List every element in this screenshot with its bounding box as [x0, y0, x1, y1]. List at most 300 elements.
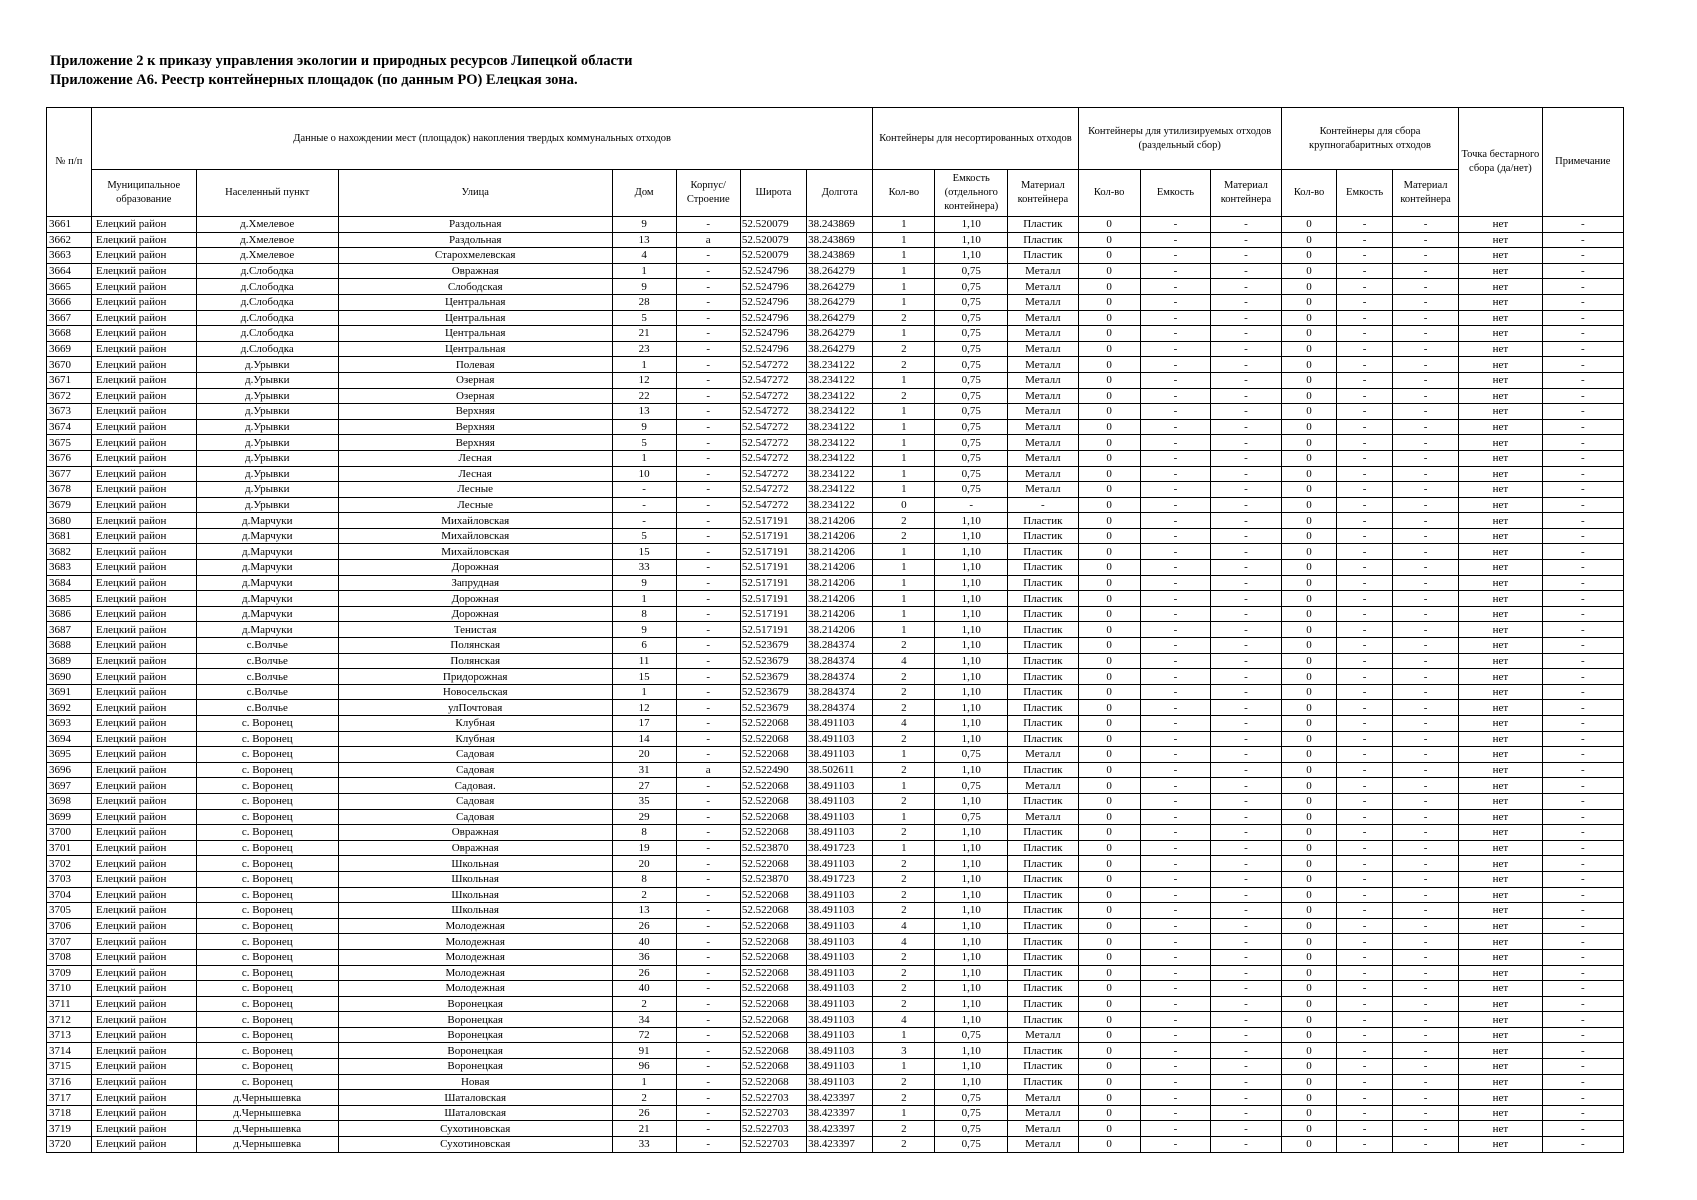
cell-bulky-material: -: [1392, 825, 1458, 841]
cell-lat: 52.517191: [740, 591, 806, 607]
cell-lat: 52.524796: [740, 294, 806, 310]
cell-num: 3690: [47, 669, 92, 685]
cell-unsorted-capacity: 1,10: [935, 669, 1008, 685]
cell-bulky-material: -: [1392, 638, 1458, 654]
table-row: [47, 965, 1624, 981]
cell-recycle-material: -: [1211, 918, 1282, 934]
cell-note: -: [1542, 466, 1623, 482]
cell-lat: 52.522068: [740, 716, 806, 732]
cell-settlement: д.Урывки: [196, 372, 338, 388]
cell-unsorted-capacity: 1,10: [935, 762, 1008, 778]
cell-recycle-capacity: -: [1140, 372, 1211, 388]
cell-street: Садовая.: [338, 778, 612, 794]
cell-bulky-material: -: [1392, 435, 1458, 451]
cell-bulky-capacity: -: [1337, 762, 1393, 778]
cell-house: 2: [612, 996, 676, 1012]
cell-lon: 38.234122: [807, 404, 873, 420]
cell-recycle-qty: 0: [1078, 1121, 1140, 1137]
cell-unsorted-capacity: 1,10: [935, 513, 1008, 529]
table-row: [47, 544, 1624, 560]
cell-house: 34: [612, 1012, 676, 1028]
cell-municipality: Елецкий район: [91, 762, 196, 778]
cell-municipality: Елецкий район: [91, 279, 196, 295]
cell-building: -: [676, 903, 740, 919]
cell-settlement: д.Урывки: [196, 357, 338, 373]
cell-recycle-capacity: -: [1140, 560, 1211, 576]
cell-bagless: нет: [1459, 263, 1542, 279]
cell-street: Садовая: [338, 762, 612, 778]
cell-unsorted-qty: 1: [873, 232, 935, 248]
cell-bulky-capacity: -: [1337, 1059, 1393, 1075]
cell-recycle-qty: 0: [1078, 497, 1140, 513]
cell-lat: 52.517191: [740, 606, 806, 622]
cell-bulky-material: -: [1392, 497, 1458, 513]
cell-unsorted-qty: 1: [873, 606, 935, 622]
cell-municipality: Елецкий район: [91, 871, 196, 887]
cell-unsorted-capacity: 0,75: [935, 404, 1008, 420]
cell-unsorted-material: Пластик: [1008, 544, 1079, 560]
cell-settlement: д.Марчуки: [196, 606, 338, 622]
cell-municipality: Елецкий район: [91, 372, 196, 388]
cell-lon: 38.234122: [807, 497, 873, 513]
cell-settlement: с. Воронец: [196, 903, 338, 919]
cell-recycle-qty: 0: [1078, 513, 1140, 529]
cell-bulky-qty: 0: [1281, 326, 1337, 342]
table-row: [47, 684, 1624, 700]
cell-unsorted-capacity: 1,10: [935, 996, 1008, 1012]
cell-lat: 52.547272: [740, 435, 806, 451]
cell-unsorted-qty: 2: [873, 528, 935, 544]
cell-recycle-material: -: [1211, 419, 1282, 435]
cell-bulky-material: -: [1392, 248, 1458, 264]
header-recycle-capacity: Емкость: [1140, 170, 1211, 217]
cell-municipality: Елецкий район: [91, 263, 196, 279]
cell-lat: 52.522068: [740, 1027, 806, 1043]
cell-lon: 38.423397: [807, 1137, 873, 1153]
cell-lon: 38.491103: [807, 825, 873, 841]
table-row: [47, 575, 1624, 591]
cell-note: -: [1542, 840, 1623, 856]
cell-street: Школьная: [338, 903, 612, 919]
cell-house: 31: [612, 762, 676, 778]
cell-bulky-material: -: [1392, 404, 1458, 420]
cell-street: Лесные: [338, 482, 612, 498]
cell-settlement: д.Урывки: [196, 435, 338, 451]
cell-unsorted-material: Металл: [1008, 326, 1079, 342]
cell-note: -: [1542, 248, 1623, 264]
cell-unsorted-material: Пластик: [1008, 965, 1079, 981]
cell-unsorted-material: Пластик: [1008, 248, 1079, 264]
cell-lon: 38.243869: [807, 248, 873, 264]
cell-house: 11: [612, 653, 676, 669]
cell-lon: 38.243869: [807, 232, 873, 248]
cell-lon: 38.264279: [807, 310, 873, 326]
cell-building: -: [676, 326, 740, 342]
cell-recycle-material: -: [1211, 856, 1282, 872]
cell-settlement: д.Слободка: [196, 263, 338, 279]
cell-unsorted-capacity: 0,75: [935, 466, 1008, 482]
cell-building: -: [676, 482, 740, 498]
cell-unsorted-capacity: 1,10: [935, 622, 1008, 638]
cell-bulky-qty: 0: [1281, 497, 1337, 513]
cell-unsorted-qty: 2: [873, 700, 935, 716]
cell-municipality: Елецкий район: [91, 326, 196, 342]
cell-bulky-material: -: [1392, 653, 1458, 669]
cell-num: 3668: [47, 326, 92, 342]
title-line-2: Приложение А6. Реестр контейнерных площадок (по данным РО) Елецкая зона.: [50, 72, 578, 88]
cell-house: 20: [612, 747, 676, 763]
cell-unsorted-qty: 2: [873, 1121, 935, 1137]
cell-unsorted-qty: 2: [873, 949, 935, 965]
cell-settlement: с. Воронец: [196, 1074, 338, 1090]
cell-house: 10: [612, 466, 676, 482]
cell-lat: 52.522068: [740, 747, 806, 763]
cell-lat: 52.522068: [740, 996, 806, 1012]
cell-unsorted-qty: 1: [873, 263, 935, 279]
cell-recycle-material: -: [1211, 1090, 1282, 1106]
cell-settlement: д.Марчуки: [196, 575, 338, 591]
table-row: [47, 840, 1624, 856]
cell-recycle-capacity: -: [1140, 232, 1211, 248]
cell-lat: 52.522490: [740, 762, 806, 778]
cell-bagless: нет: [1459, 871, 1542, 887]
cell-recycle-qty: 0: [1078, 544, 1140, 560]
cell-unsorted-qty: 1: [873, 435, 935, 451]
cell-recycle-material: -: [1211, 217, 1282, 233]
cell-bagless: нет: [1459, 825, 1542, 841]
cell-bulky-material: -: [1392, 731, 1458, 747]
cell-recycle-material: -: [1211, 996, 1282, 1012]
cell-note: -: [1542, 856, 1623, 872]
cell-street: Садовая: [338, 809, 612, 825]
cell-municipality: Елецкий район: [91, 419, 196, 435]
cell-unsorted-capacity: 1,10: [935, 825, 1008, 841]
cell-unsorted-material: Металл: [1008, 450, 1079, 466]
cell-unsorted-material: Металл: [1008, 1090, 1079, 1106]
header-num: № п/п: [47, 108, 92, 217]
cell-settlement: с.Волчье: [196, 700, 338, 716]
cell-unsorted-capacity: 1,10: [935, 591, 1008, 607]
cell-recycle-qty: 0: [1078, 217, 1140, 233]
cell-bulky-capacity: -: [1337, 700, 1393, 716]
cell-municipality: Елецкий район: [91, 903, 196, 919]
cell-lat: 52.547272: [740, 450, 806, 466]
table-header: [47, 108, 1624, 217]
cell-building: -: [676, 731, 740, 747]
cell-recycle-material: -: [1211, 544, 1282, 560]
cell-bulky-capacity: -: [1337, 560, 1393, 576]
cell-unsorted-material: Металл: [1008, 310, 1079, 326]
cell-house: -: [612, 482, 676, 498]
header-recycle-group: Контейнеры для утилизируемых отходов (раздельный сбор): [1078, 108, 1281, 170]
cell-num: 3702: [47, 856, 92, 872]
cell-street: Шаталовская: [338, 1090, 612, 1106]
cell-unsorted-qty: 1: [873, 217, 935, 233]
cell-unsorted-capacity: 0,75: [935, 341, 1008, 357]
cell-bulky-capacity: -: [1337, 450, 1393, 466]
cell-num: 3680: [47, 513, 92, 529]
cell-num: 3708: [47, 949, 92, 965]
cell-settlement: д.Слободка: [196, 279, 338, 295]
cell-bagless: нет: [1459, 762, 1542, 778]
cell-recycle-material: -: [1211, 591, 1282, 607]
cell-bagless: нет: [1459, 903, 1542, 919]
cell-house: 21: [612, 326, 676, 342]
cell-unsorted-material: Металл: [1008, 1027, 1079, 1043]
cell-house: 17: [612, 716, 676, 732]
cell-lon: 38.284374: [807, 638, 873, 654]
cell-bagless: нет: [1459, 326, 1542, 342]
cell-bagless: нет: [1459, 606, 1542, 622]
cell-street: Михайловская: [338, 544, 612, 560]
cell-lat: 52.522703: [740, 1090, 806, 1106]
cell-lat: 52.517191: [740, 560, 806, 576]
cell-street: Дорожная: [338, 560, 612, 576]
cell-bulky-qty: 0: [1281, 248, 1337, 264]
cell-recycle-capacity: -: [1140, 591, 1211, 607]
table-row: [47, 949, 1624, 965]
cell-unsorted-material: Пластик: [1008, 918, 1079, 934]
cell-settlement: д.Марчуки: [196, 544, 338, 560]
table-row: [47, 466, 1624, 482]
cell-settlement: д.Слободка: [196, 341, 338, 357]
cell-num: 3693: [47, 716, 92, 732]
table-row: [47, 700, 1624, 716]
cell-num: 3714: [47, 1043, 92, 1059]
cell-recycle-capacity: -: [1140, 949, 1211, 965]
cell-num: 3673: [47, 404, 92, 420]
cell-unsorted-qty: 1: [873, 1059, 935, 1075]
cell-bulky-capacity: -: [1337, 435, 1393, 451]
cell-building: -: [676, 560, 740, 576]
cell-house: 27: [612, 778, 676, 794]
cell-recycle-qty: 0: [1078, 887, 1140, 903]
cell-num: 3718: [47, 1105, 92, 1121]
cell-recycle-material: -: [1211, 232, 1282, 248]
cell-bulky-material: -: [1392, 279, 1458, 295]
cell-bulky-capacity: -: [1337, 825, 1393, 841]
header-house: Дом: [612, 170, 676, 217]
cell-bulky-capacity: -: [1337, 294, 1393, 310]
cell-note: -: [1542, 528, 1623, 544]
cell-bulky-qty: 0: [1281, 622, 1337, 638]
cell-house: 13: [612, 232, 676, 248]
cell-bulky-material: -: [1392, 388, 1458, 404]
cell-unsorted-material: Металл: [1008, 404, 1079, 420]
cell-settlement: с.Волчье: [196, 653, 338, 669]
cell-bulky-qty: 0: [1281, 294, 1337, 310]
cell-lon: 38.214206: [807, 528, 873, 544]
cell-unsorted-qty: 4: [873, 716, 935, 732]
cell-bulky-capacity: -: [1337, 747, 1393, 763]
cell-settlement: с. Воронец: [196, 887, 338, 903]
cell-street: Полянская: [338, 653, 612, 669]
cell-recycle-material: -: [1211, 326, 1282, 342]
cell-recycle-qty: 0: [1078, 934, 1140, 950]
table-row: [47, 1121, 1624, 1137]
cell-bagless: нет: [1459, 949, 1542, 965]
cell-recycle-capacity: -: [1140, 762, 1211, 778]
cell-bagless: нет: [1459, 466, 1542, 482]
cell-street: Старохмелевская: [338, 248, 612, 264]
cell-recycle-capacity: -: [1140, 700, 1211, 716]
cell-recycle-material: -: [1211, 435, 1282, 451]
cell-lat: 52.522068: [740, 918, 806, 934]
cell-unsorted-material: Пластик: [1008, 1012, 1079, 1028]
cell-unsorted-capacity: 1,10: [935, 965, 1008, 981]
cell-recycle-capacity: -: [1140, 918, 1211, 934]
cell-bulky-qty: 0: [1281, 310, 1337, 326]
cell-recycle-capacity: -: [1140, 825, 1211, 841]
cell-unsorted-material: Металл: [1008, 482, 1079, 498]
cell-note: -: [1542, 653, 1623, 669]
cell-bagless: нет: [1459, 1027, 1542, 1043]
cell-note: -: [1542, 388, 1623, 404]
table-row: [47, 482, 1624, 498]
cell-lat: 52.522068: [740, 887, 806, 903]
cell-lat: 52.517191: [740, 575, 806, 591]
cell-bulky-qty: 0: [1281, 560, 1337, 576]
cell-unsorted-capacity: 0,75: [935, 1090, 1008, 1106]
cell-bagless: нет: [1459, 357, 1542, 373]
table-row: [47, 388, 1624, 404]
cell-bagless: нет: [1459, 497, 1542, 513]
cell-unsorted-material: Металл: [1008, 809, 1079, 825]
cell-street: Воронецкая: [338, 1043, 612, 1059]
cell-street: Лесная: [338, 466, 612, 482]
cell-building: -: [676, 1074, 740, 1090]
cell-bulky-material: -: [1392, 326, 1458, 342]
cell-street: Новая: [338, 1074, 612, 1090]
cell-street: Шаталовская: [338, 1105, 612, 1121]
cell-bagless: нет: [1459, 419, 1542, 435]
cell-street: Михайловская: [338, 528, 612, 544]
cell-bulky-capacity: -: [1337, 326, 1393, 342]
table-row: [47, 669, 1624, 685]
cell-unsorted-material: Пластик: [1008, 762, 1079, 778]
cell-unsorted-qty: 1: [873, 1027, 935, 1043]
cell-building: -: [676, 684, 740, 700]
cell-bulky-qty: 0: [1281, 217, 1337, 233]
cell-unsorted-qty: 2: [873, 825, 935, 841]
table-row: [47, 1043, 1624, 1059]
table-row: [47, 528, 1624, 544]
cell-unsorted-material: Металл: [1008, 466, 1079, 482]
cell-bulky-qty: 0: [1281, 793, 1337, 809]
cell-recycle-capacity: -: [1140, 450, 1211, 466]
cell-lon: 38.491103: [807, 856, 873, 872]
cell-recycle-qty: 0: [1078, 903, 1140, 919]
cell-house: 5: [612, 435, 676, 451]
cell-building: -: [676, 669, 740, 685]
cell-municipality: Елецкий район: [91, 716, 196, 732]
cell-num: 3683: [47, 560, 92, 576]
cell-recycle-qty: 0: [1078, 528, 1140, 544]
cell-recycle-capacity: -: [1140, 809, 1211, 825]
cell-municipality: Елецкий район: [91, 1090, 196, 1106]
header-lat: Широта: [740, 170, 806, 217]
cell-bulky-qty: 0: [1281, 419, 1337, 435]
cell-recycle-capacity: -: [1140, 1043, 1211, 1059]
cell-note: -: [1542, 793, 1623, 809]
cell-num: 3688: [47, 638, 92, 654]
cell-bulky-capacity: -: [1337, 591, 1393, 607]
cell-lat: 52.522068: [740, 903, 806, 919]
cell-unsorted-capacity: 1,10: [935, 700, 1008, 716]
cell-recycle-capacity: -: [1140, 482, 1211, 498]
cell-house: 28: [612, 294, 676, 310]
cell-bulky-qty: 0: [1281, 528, 1337, 544]
cell-recycle-qty: 0: [1078, 357, 1140, 373]
cell-recycle-capacity: -: [1140, 388, 1211, 404]
cell-lon: 38.234122: [807, 482, 873, 498]
cell-unsorted-qty: 2: [873, 1090, 935, 1106]
cell-bulky-qty: 0: [1281, 809, 1337, 825]
cell-house: 40: [612, 934, 676, 950]
cell-bulky-material: -: [1392, 1059, 1458, 1075]
table-row: [47, 1059, 1624, 1075]
cell-bulky-capacity: -: [1337, 528, 1393, 544]
cell-unsorted-capacity: 1,10: [935, 981, 1008, 997]
cell-unsorted-capacity: 1,10: [935, 934, 1008, 950]
cell-municipality: Елецкий район: [91, 248, 196, 264]
cell-bulky-material: -: [1392, 1137, 1458, 1153]
cell-recycle-capacity: -: [1140, 326, 1211, 342]
cell-unsorted-material: Металл: [1008, 294, 1079, 310]
cell-building: -: [676, 638, 740, 654]
cell-street: Клубная: [338, 716, 612, 732]
table-row: [47, 762, 1624, 778]
cell-num: 3698: [47, 793, 92, 809]
cell-street: Школьная: [338, 856, 612, 872]
table-row: [47, 1105, 1624, 1121]
cell-lon: 38.491103: [807, 887, 873, 903]
cell-building: -: [676, 965, 740, 981]
cell-note: -: [1542, 887, 1623, 903]
cell-recycle-qty: 0: [1078, 575, 1140, 591]
cell-unsorted-qty: 2: [873, 638, 935, 654]
cell-recycle-qty: 0: [1078, 1074, 1140, 1090]
cell-house: 12: [612, 700, 676, 716]
cell-num: 3682: [47, 544, 92, 560]
cell-unsorted-capacity: 0,75: [935, 747, 1008, 763]
cell-unsorted-capacity: 0,75: [935, 357, 1008, 373]
cell-building: -: [676, 996, 740, 1012]
cell-house: 5: [612, 310, 676, 326]
cell-recycle-material: -: [1211, 731, 1282, 747]
cell-lon: 38.264279: [807, 279, 873, 295]
cell-unsorted-material: Пластик: [1008, 903, 1079, 919]
cell-note: -: [1542, 263, 1623, 279]
cell-lat: 52.547272: [740, 497, 806, 513]
cell-bagless: нет: [1459, 747, 1542, 763]
cell-unsorted-qty: 1: [873, 1105, 935, 1121]
cell-street: Дорожная: [338, 591, 612, 607]
cell-street: Школьная: [338, 871, 612, 887]
cell-house: 9: [612, 279, 676, 295]
cell-lat: 52.523870: [740, 871, 806, 887]
cell-recycle-qty: 0: [1078, 918, 1140, 934]
cell-bulky-capacity: -: [1337, 1090, 1393, 1106]
cell-recycle-qty: 0: [1078, 871, 1140, 887]
cell-street: Лесная: [338, 450, 612, 466]
cell-lon: 38.491103: [807, 1012, 873, 1028]
cell-unsorted-capacity: 1,10: [935, 1043, 1008, 1059]
cell-num: 3661: [47, 217, 92, 233]
cell-lon: 38.264279: [807, 341, 873, 357]
cell-unsorted-qty: 2: [873, 1137, 935, 1153]
cell-bagless: нет: [1459, 638, 1542, 654]
